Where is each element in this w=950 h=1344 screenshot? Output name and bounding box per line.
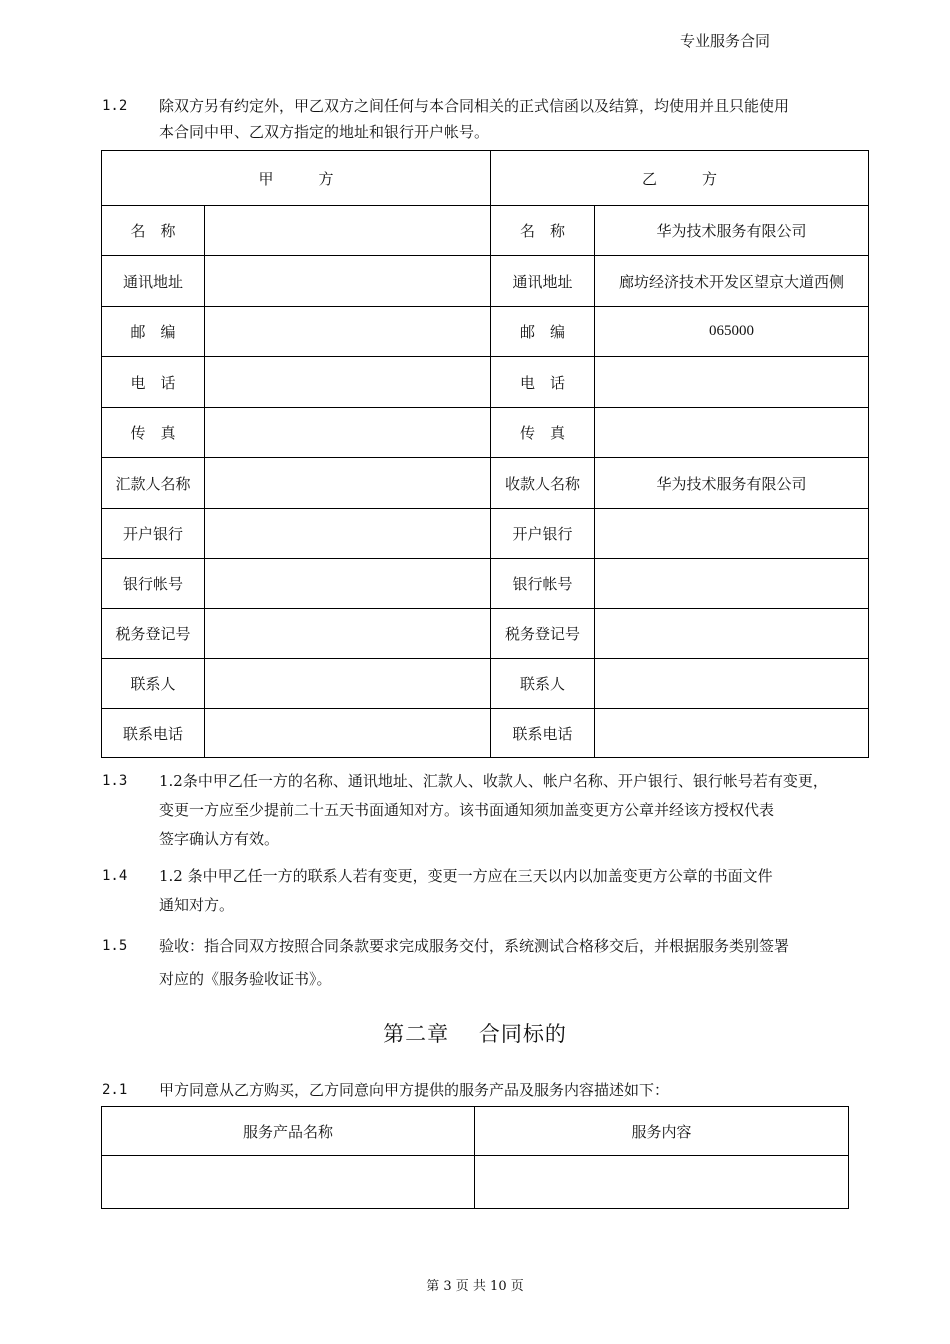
party-b-value: 华为技术服务有限公司	[595, 206, 869, 256]
party-b-label: 名 称	[491, 206, 595, 256]
party-a-value	[205, 357, 491, 408]
clause-line: 本合同中甲、乙双方指定的地址和银行开户帐号。	[159, 123, 490, 141]
party-b-value	[595, 408, 869, 458]
clause-1-2	[102, 93, 862, 149]
party-a-label: 通讯地址	[102, 256, 205, 307]
party-b-label: 银行帐号	[491, 559, 595, 609]
clause-number: 1.2	[102, 98, 128, 114]
party-b-label: 联系电话	[491, 709, 595, 758]
party-a-label: 汇款人名称	[102, 458, 205, 509]
clause-line: 1.2 条中甲乙任一方的联系人若有变更，变更一方应在三天以内以加盖变更方公章的书面文件	[159, 867, 773, 885]
party-a-value	[205, 256, 491, 307]
clause-number: 1.3	[102, 773, 128, 789]
clause-line: 变更一方应至少提前二十五天书面通知对方。该书面通知须加盖变更方公章并经该方授权代表	[159, 801, 775, 819]
clause-1-4	[102, 862, 862, 918]
party-a-label: 开户银行	[102, 509, 205, 559]
party-b-label: 通讯地址	[491, 256, 595, 307]
party-a-value	[205, 659, 491, 709]
party-b-header: 乙 方	[491, 151, 869, 206]
party-a-label: 名 称	[102, 206, 205, 256]
document-header-title: 专业服务合同	[680, 32, 771, 50]
clause-1-3	[102, 767, 862, 851]
party-b-label: 税务登记号	[491, 609, 595, 659]
clause-2-1	[102, 1078, 862, 1102]
party-a-label: 银行帐号	[102, 559, 205, 609]
clause-line: 对应的《服务验收证书》。	[159, 970, 332, 988]
party-a-label: 税务登记号	[102, 609, 205, 659]
clause-1-5	[102, 930, 862, 994]
chapter-heading: 第二章 合同标的	[383, 1022, 567, 1046]
clause-line: 甲方同意从乙方购买，乙方同意向甲方提供的服务产品及服务内容描述如下：	[159, 1081, 670, 1099]
party-a-value	[205, 509, 491, 559]
party-b-value: 华为技术服务有限公司	[595, 458, 869, 509]
party-b-value	[595, 357, 869, 408]
party-a-label: 传 真	[102, 408, 205, 458]
party-a-label: 邮 编	[102, 307, 205, 357]
service-name-cell	[102, 1156, 475, 1209]
service-name-header: 服务产品名称	[102, 1107, 475, 1156]
party-a-value	[205, 709, 491, 758]
party-b-value	[595, 659, 869, 709]
clause-line: 通知对方。	[159, 896, 235, 914]
clause-line: 除双方另有约定外，甲乙双方之间任何与本合同相关的正式信函以及结算，均使用并且只能使用	[159, 97, 790, 115]
party-info-table	[101, 150, 869, 758]
party-b-value: 065000	[595, 307, 869, 357]
clause-line: 签字确认方有效。	[159, 830, 280, 848]
party-b-value	[595, 509, 869, 559]
service-content-header: 服务内容	[475, 1107, 849, 1156]
party-b-label: 邮 编	[491, 307, 595, 357]
party-a-header: 甲 方	[102, 151, 491, 206]
party-b-label: 收款人名称	[491, 458, 595, 509]
service-table	[101, 1106, 849, 1209]
party-a-label: 联系人	[102, 659, 205, 709]
party-a-value	[205, 559, 491, 609]
party-b-label: 传 真	[491, 408, 595, 458]
party-b-label: 电 话	[491, 357, 595, 408]
clause-line: 验收：指合同双方按照合同条款要求完成服务交付，系统测试合格移交后，并根据服务类别签署	[159, 937, 790, 955]
party-a-value	[205, 307, 491, 357]
party-a-label: 联系电话	[102, 709, 205, 758]
party-a-value	[205, 408, 491, 458]
party-a-value	[205, 609, 491, 659]
party-a-label: 电 话	[102, 357, 205, 408]
clause-number: 1.5	[102, 938, 128, 954]
party-b-value	[595, 709, 869, 758]
page-footer: 第 3 页 共 10 页	[426, 1279, 524, 1294]
party-b-label: 联系人	[491, 659, 595, 709]
clause-number: 1.4	[102, 868, 128, 884]
clause-line: 1.2条中甲乙任一方的名称、通讯地址、汇款人、收款人、帐户名称、开户银行、银行帐号若有变更，	[159, 772, 828, 790]
party-b-value	[595, 559, 869, 609]
party-b-value	[595, 609, 869, 659]
party-a-value	[205, 206, 491, 256]
party-b-label: 开户银行	[491, 509, 595, 559]
service-content-cell	[475, 1156, 849, 1209]
party-a-value	[205, 458, 491, 509]
clause-number: 2.1	[102, 1082, 128, 1098]
party-b-value: 廊坊经济技术开发区望京大道西侧	[595, 256, 869, 307]
